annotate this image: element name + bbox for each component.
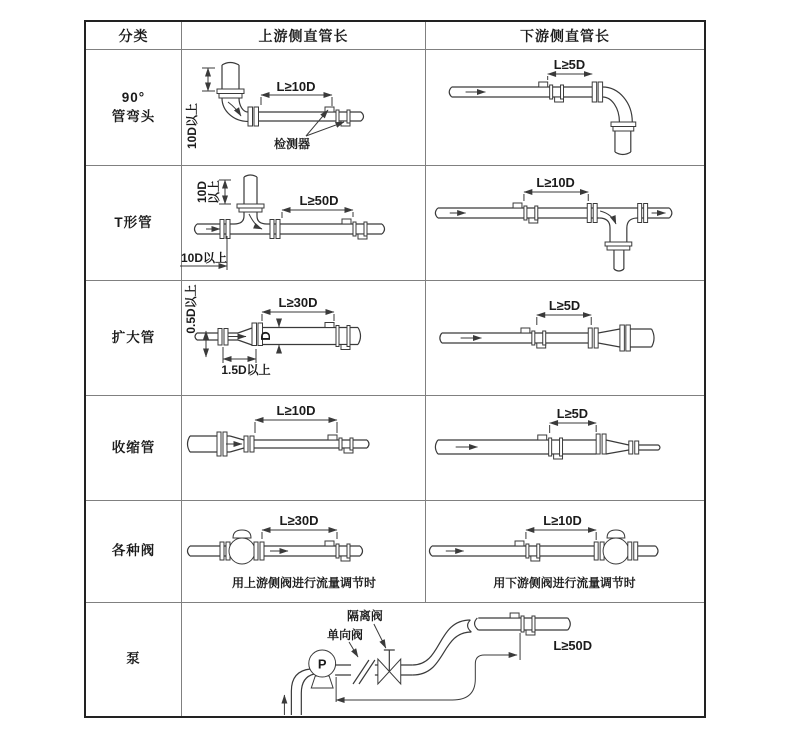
header-category — [86, 22, 182, 50]
dim-label: L≥10D — [276, 79, 316, 94]
sensor — [325, 107, 350, 126]
valves-downstream-cell — [426, 501, 704, 603]
dim-label: L≥5D — [556, 405, 589, 422]
pump — [309, 650, 336, 688]
caption: 用上游侧阀进行流量调节时 — [231, 576, 377, 590]
category-tee-label: T形管 — [114, 214, 153, 230]
riser-label-1: 10D — [195, 180, 209, 204]
sensor — [328, 435, 353, 453]
category-elbow-line2: 管弯头 — [111, 108, 156, 124]
reducer-upstream-cell — [182, 396, 426, 501]
sensor — [538, 435, 563, 459]
dim-label: L≥5D — [548, 297, 581, 314]
category-reducer — [86, 396, 182, 501]
tee-upstream-diagram — [182, 166, 425, 280]
dimension — [255, 420, 337, 433]
tee-downstream-diagram — [426, 166, 704, 280]
sensor — [325, 541, 350, 561]
dim-label: L≥50D — [553, 637, 593, 654]
riser-label-2: 以上 — [207, 179, 221, 205]
header-upstream — [182, 22, 426, 50]
expander-upstream-diagram — [182, 281, 425, 395]
header-upstream-label: 上游侧直管长 — [258, 27, 349, 44]
expander-downstream-diagram — [426, 281, 704, 395]
reducer-upstream-diagram — [182, 396, 425, 500]
isolation-valve-label: 隔离阀 — [347, 608, 383, 624]
flow-arrow — [228, 102, 241, 116]
valve-handwheel — [233, 530, 251, 538]
caption: 用下游侧阀进行流量调节时 — [493, 575, 636, 591]
dim-label: L≥5D — [553, 56, 586, 73]
category-expander — [86, 281, 182, 396]
check-valve — [353, 660, 375, 684]
diameter-label: D — [258, 331, 273, 341]
check-valve-label: 单向阀 — [327, 627, 363, 643]
side-label: 0.5D以上 — [184, 284, 198, 334]
pipe — [429, 530, 658, 564]
elbow-upstream-diagram — [182, 50, 425, 165]
category-reducer-label: 收缩管 — [111, 439, 156, 455]
dim-label: L≥30D — [278, 295, 318, 310]
category-elbow-line1: 90° — [121, 90, 146, 106]
valves-upstream-diagram — [182, 501, 425, 602]
expander-upstream-cell — [182, 281, 426, 396]
bottom-label: 10D以上 — [180, 251, 228, 265]
riser-label: 10D以上 — [185, 102, 199, 150]
dim-label: L≥10D — [536, 174, 575, 191]
dim-label: L≥30D — [279, 513, 319, 528]
dim-label: L≥10D — [276, 403, 316, 418]
elbow-downstream-diagram — [426, 50, 704, 165]
pipe-requirements-table — [84, 20, 706, 718]
expander-downstream-cell — [426, 281, 704, 396]
bottom-label: 1.5D以上 — [221, 363, 271, 377]
sensor — [325, 323, 350, 350]
pipe — [217, 63, 364, 127]
category-elbow — [86, 50, 182, 166]
category-valves-label: 各种阀 — [111, 543, 156, 559]
dimension — [548, 74, 593, 80]
dimension — [537, 315, 591, 325]
elbow-downstream-cell — [426, 50, 704, 166]
sensor — [539, 82, 564, 102]
valves-downstream-diagram — [426, 501, 704, 602]
pipe — [449, 82, 635, 155]
sensor — [515, 541, 540, 561]
sensor — [521, 328, 546, 348]
dim-label: L≥10D — [543, 512, 582, 529]
inlet-pipe — [284, 669, 314, 715]
category-tee — [86, 166, 182, 281]
sensor — [510, 613, 535, 635]
pipe — [435, 434, 660, 454]
flow-arrow — [206, 214, 262, 229]
pump-diagram — [182, 603, 704, 716]
dim-label: L≥50D — [299, 193, 339, 208]
detector-label: 检测器 — [273, 137, 311, 151]
category-expander-label: 扩大管 — [111, 329, 156, 345]
dimension — [202, 68, 344, 136]
reducer-downstream-cell — [426, 396, 704, 501]
dimension — [526, 530, 596, 540]
valve-body — [229, 538, 255, 564]
isolation-valve — [378, 650, 401, 684]
dimension — [262, 530, 337, 539]
valve-body — [603, 538, 629, 564]
sensor — [513, 203, 538, 223]
pipe — [435, 204, 671, 272]
tee-upstream-cell — [182, 166, 426, 281]
sensor — [342, 219, 367, 239]
dimension — [524, 192, 588, 201]
pump-cell — [182, 603, 704, 716]
header-downstream-label: 下游侧直管长 — [520, 27, 610, 44]
header-downstream — [426, 22, 704, 50]
valves-upstream-cell — [182, 501, 426, 603]
elbow-upstream-cell — [182, 50, 426, 166]
reducer-downstream-diagram — [426, 396, 704, 500]
dimension — [550, 423, 596, 433]
category-valves — [86, 501, 182, 603]
pump-letter: P — [317, 656, 327, 672]
category-pump — [86, 603, 182, 716]
header-category-label: 分类 — [118, 27, 149, 44]
valve-handwheel — [607, 530, 625, 538]
tee-downstream-cell — [426, 166, 704, 281]
category-pump-label: 泵 — [126, 651, 141, 667]
